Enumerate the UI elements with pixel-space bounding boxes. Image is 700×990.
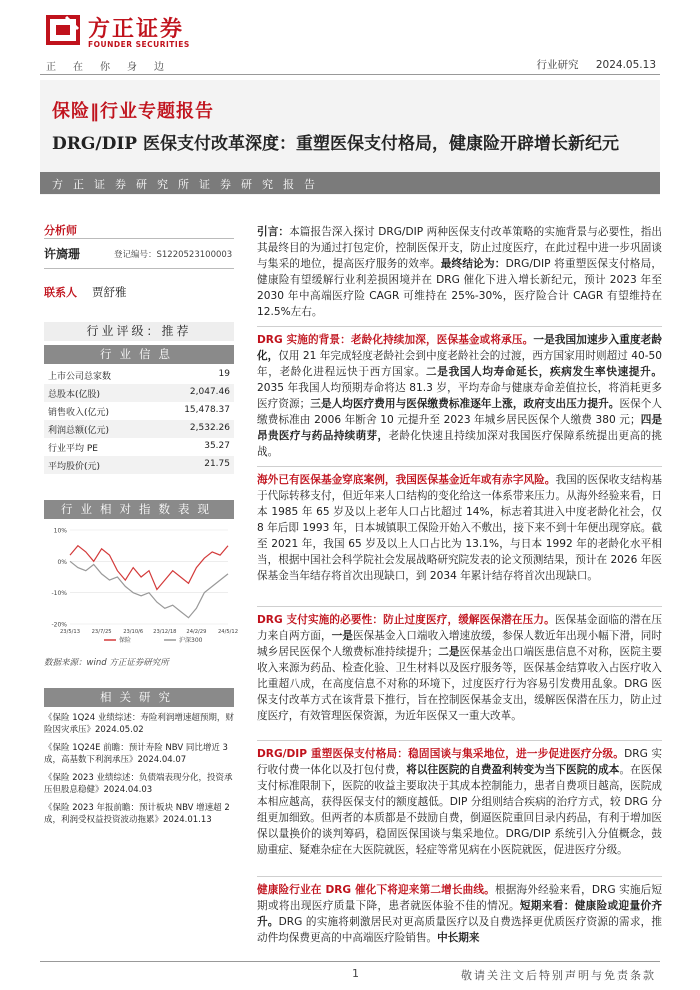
y-tick-label: 0% [57,558,67,566]
brand-slogan: 正在你身边 [46,62,181,73]
legend-label: 沪深300 [179,637,203,644]
x-tick-label: 23/7/25 [91,629,112,635]
report-category: 保险‖行业专题报告 [52,101,214,122]
overseas-paragraph: 海外已有医保基金穿底案例，我国医保基金近年或有赤字风险。我国的医保收支结构基于代际转移支付，但近年来人口结构的变化给这一体系带来压力。从海外经验来看，日本 1985 年 65 岁及以上老年人口占比超过 14%，标志着其进入中度老龄化社会，仅 8 年后即 1993 年，日本城镇职工保险开始入不敷出，接下来不到十年便出现穿底。截至 2021 年，我国 65 岁及以上人口占比为 13.1%，与日本 1992 年的老龄化水平相当，根据中国社会科学院社会发展战略研究院发表的论文预测结果，预计在 2026 年医保基金当年结存将首次出现缺口，到 2034 年累计结存将首次出现缺口。 [257,474,662,582]
background-paragraph: DRG 实施的背景：老龄化持续加深，医保基金或将承压。一是我国加速步入重度老龄化，仅用 21 年完成轻度老龄社会到中度老龄社会的过渡，西方国家用时则超过 40-50 年，老龄化进程远快于西方国家。二是我国人均寿命延长，疾病发生率快速提升。2035 年我国人均预期寿命将达 81.3 岁，平均寿命与健康寿命差值拉长，将消耗更多医疗资源；三是人均医疗费用与医保缴费标准逐年上涨，政府支出压力提升。医保个人缴费标准由 2006 年断舍 10 元提升至 2023 年城乡居民医保个人缴费 380 元；四是昂贵医疗与药品持续萌芽，老龄化快速且持续加深对我国医疗保障系统提出更高的挑战。 [257,334,663,458]
related-report-item[interactable]: 《保险 1Q24 业绩综述：寿险利润增速超预期，财险因灾承压》2024.05.02 [44,713,234,735]
footer-divider [40,961,660,962]
brand-name-en: FOUNDER SECURITIES [88,40,190,49]
legend-label: 保险 [119,637,132,644]
series-line [70,546,228,590]
related-heading: 相关研究 [44,688,234,707]
industry-info-row: 上市公司总家数 19 [48,369,230,382]
x-tick-label: 23/10/6 [123,629,144,635]
contact-label: 联系人 [44,286,77,299]
industry-info-row: 利润总额(亿元) 2,532.26 [44,420,234,438]
series-line [70,561,228,617]
x-tick-label: 23/5/13 [60,629,80,635]
contact-name: 贾舒雅 [92,285,127,299]
industry-info-row: 行业平均 PE 35.27 [48,441,230,454]
relative-index-chart [44,524,238,650]
reshape-paragraph: DRG/DIP 重塑医保支付格局：稳固国谈与集采地位，进一步促进医疗分级。DRG 实行收付费一体化以及打包付费，将以往医院的自费盈利转变为当下医院的成本。在医保支付标准限制下，医院的收益主要取决于其成本控制能力，患者自费项目越高，医院成本相应越高，获得医保支付的额度越低。DIP 分组则结合疾病的治疗方式，较 DRG 分组更加细致。但两者的本质都是不鼓励自费，倒逼医院重回目录内药品，有利于增加医保以量换价的谈判筹码，稳固医保国谈与集采地位。DRG/DIP 系统引入分值概念，鼓励重症、疑难杂症在大医院就医，轻症等常见病在小医院就医，促进医疗分级。 [257,748,663,856]
y-tick-label: -10% [51,590,67,598]
header-meta [523,57,656,72]
header-divider [40,74,660,75]
industry-info-row: 销售收入(亿元) 15,478.37 [48,405,230,418]
industry-info-heading: 行业信息 [44,345,234,364]
necessity-paragraph: DRG 支付实施的必要性：防止过度医疗，缓解医保潜在压力。医保基金面临的潜在压力来自两方面，一是医保基金入口端收入增速放缓，参保人数近年出现小幅下滑，同时城乡居民医保个人缴费标准持续提升；二是医保基金出口端医患信息不对称，医院主要收入来源为药品、检查化验、卫生材料以及医疗服务等，医保基金结算收入占医疗收入比重超八成，在高度信息不对称的环境下，过度医疗行为容易引发费用乱象。DRG 医保支付改革方式在该背景下推行，旨在控制医保基金支出，缓解医保潜在压力，防止过度医疗，有效管理医保资源，为近年医保又一重大改革。 [257,614,663,722]
paragraph-divider [257,606,662,607]
index-chart-heading: 行业相对指数表现 [44,500,234,519]
related-report-item[interactable]: 《保险 2023 业绩综述：负债端表现分化，投资承压但股息稳健》2024.04.03 [44,773,233,795]
intro-paragraph: 引言：本篇报告深入探讨 DRG/DIP 两种医保支付改革策略的实施背景与必要性，指出其最终目的为通过打包定价，控制医保开支，防止过度医疗，在此过程中进一步巩固谈与集采的地位，提高医疗服务的效率。最终结论为：DRG/DIP 将重塑医保支付格局，健康险有望缓解行业利差损困境并在 DRG 催化下进入增长新纪元，预计 2023 年至 2030 年中高端医疗险 CAGR 可维持在 25%-30%，医疗险合计 CAGR 有望维持在 12.5%左右。 [257,226,663,318]
analyst-reg-no: 登记编号：S1220523100003 [114,250,233,260]
x-tick-label: 24/2/29 [186,629,207,635]
industry-info-row: 总股本(亿股) 2,047.46 [44,384,234,402]
brand-name-cn: 方正证券 [88,17,185,42]
paragraph-divider [257,466,662,467]
analyst-name: 许旖珊 [44,247,81,261]
paragraph-divider [257,326,662,327]
industry-info-row: 平均股价(元) 21.75 [44,456,234,474]
y-tick-label: -20% [51,621,67,629]
paragraph-divider [257,740,662,741]
analyst-label: 分析师 [44,224,77,237]
related-report-item[interactable]: 《保险 1Q24E 前瞻：预计寿险 NBV 同比增近 3 成，高基数下利润承压》2024.04.07 [44,743,228,765]
health-insurance-paragraph: 健康险行业在 DRG 催化下将迎来第二增长曲线。根据海外经验来看，DRG 实施后短期或将出现医疗质量下降，患者就医体验不佳的情况。短期来看：健康险或迎量价齐升。DRG 的实施将刺激居民对更高质量医疗以及自费选择更优质医疗资源的需求，推动件均保费更高的中高端医疗险销售。中长期来 [257,884,663,944]
related-report-item[interactable]: 《保险 2023 年报前瞻：预计板块 NBV 增速超 2 成，利润受权益投资波动拖累》2024.01.13 [44,803,230,825]
institute-label: 方正证券研究所证券研究报告 [52,178,325,191]
doc-type: 行业研究 [536,59,579,71]
founder-logo-icon [44,13,82,47]
report-date: 2024.05.13 [595,59,656,71]
industry-rating: 行业评级：推荐 [44,322,234,341]
y-tick-label: 10% [53,527,67,535]
x-tick-label: 23/12/18 [153,629,177,635]
footer-disclaimer[interactable]: 敬请关注文后特别声明与免责条款 [461,969,656,982]
x-tick-label: 24/5/12 [218,629,238,635]
paragraph-divider [257,876,662,877]
analyst-divider-2 [44,268,234,269]
analyst-divider [44,238,234,239]
report-title: DRG/DIP 医保支付改革深度：重塑医保支付格局，健康险开辟增长新纪元 [52,134,619,154]
chart-source: 数据来源：wind 方正证券研究所 [44,658,169,668]
page-number: 1 [352,967,359,980]
